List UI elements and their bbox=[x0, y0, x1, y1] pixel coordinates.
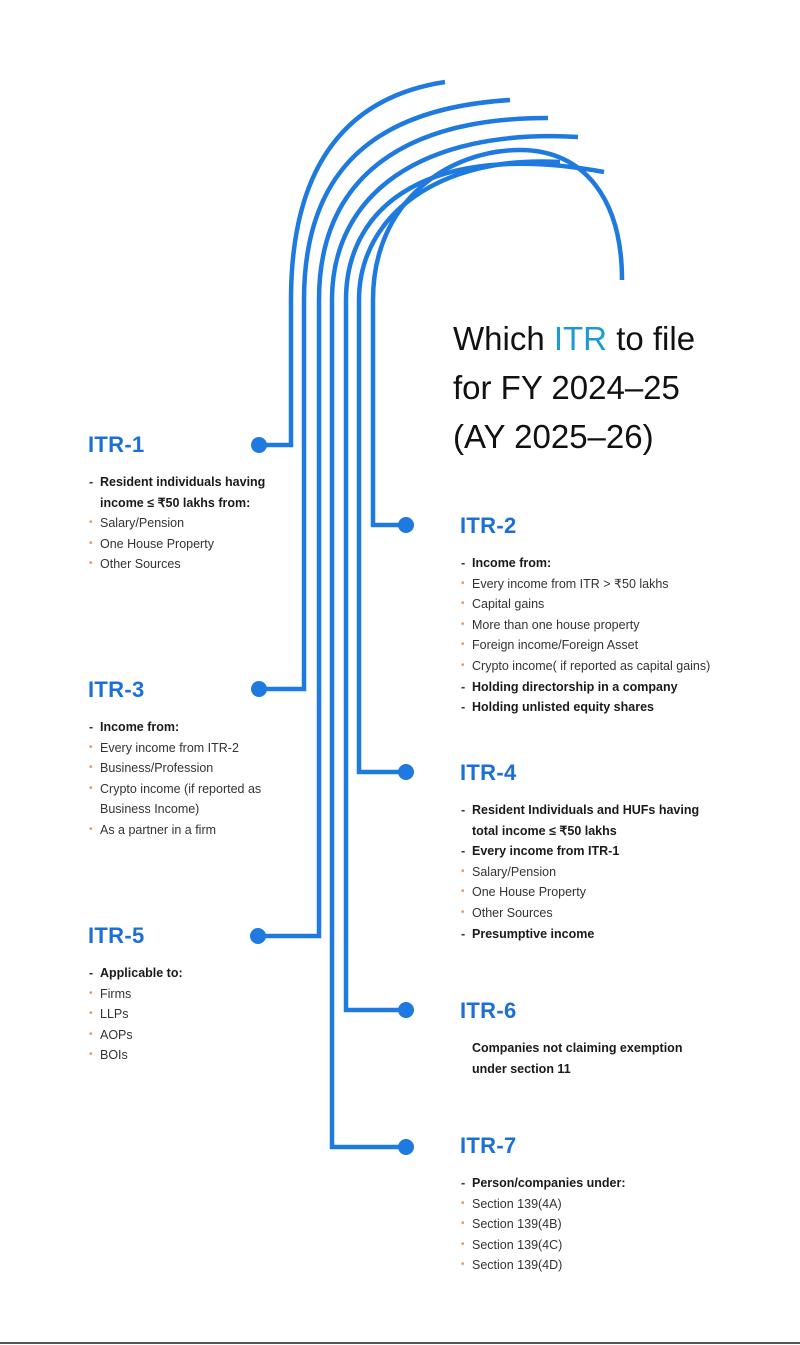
list-item: - Income from: bbox=[88, 717, 261, 738]
list-item: • Firms bbox=[88, 984, 183, 1005]
list-item: Business Income) bbox=[100, 802, 200, 817]
list-item: • Section 139(4A) bbox=[460, 1194, 626, 1215]
title-part: Which bbox=[453, 320, 554, 357]
itr2-heading: ITR-2 bbox=[460, 513, 517, 538]
list-item: - Applicable to: bbox=[88, 963, 183, 984]
node-dot-itr2 bbox=[398, 517, 414, 533]
itr7-heading: ITR-7 bbox=[460, 1133, 517, 1158]
title-part: to file bbox=[607, 320, 696, 357]
title-line2: for FY 2024–25 bbox=[453, 369, 680, 406]
list-item: - Income from: bbox=[460, 553, 710, 574]
itr4-list bbox=[460, 800, 699, 944]
itr5-list bbox=[88, 963, 183, 1066]
list-item: • BOIs bbox=[88, 1045, 183, 1066]
list-item: • Every income from ITR-2 bbox=[88, 738, 261, 759]
itr1-card bbox=[88, 432, 265, 575]
page-title bbox=[453, 314, 793, 461]
list-item: total income ≤ ₹50 lakhs bbox=[472, 823, 617, 838]
itr7-card bbox=[460, 1133, 626, 1276]
list-item: • Capital gains bbox=[460, 594, 710, 615]
list-item: • Section 139(4D) bbox=[460, 1255, 626, 1276]
list-item: • Business/Profession bbox=[88, 758, 261, 779]
itr4-heading: ITR-4 bbox=[460, 760, 517, 785]
itr1-list bbox=[88, 472, 265, 575]
list-item: • Salary/Pension bbox=[460, 862, 699, 883]
list-item: • Every income from ITR > ₹50 lakhs bbox=[460, 574, 710, 595]
itr4-card bbox=[460, 760, 699, 944]
list-item: • Salary/Pension bbox=[88, 513, 265, 534]
list-item: - Person/companies under: bbox=[460, 1173, 626, 1194]
node-dot-itr4 bbox=[398, 764, 414, 780]
list-item: - Holding directorship in a company bbox=[460, 677, 710, 698]
node-dot-itr5 bbox=[250, 928, 266, 944]
itr3-list bbox=[88, 717, 261, 841]
list-item: • AOPs bbox=[88, 1025, 183, 1046]
itr2-list bbox=[460, 553, 710, 718]
itr7-list bbox=[460, 1173, 626, 1276]
list-item: • Section 139(4B) bbox=[460, 1214, 626, 1235]
list-item: - Holding unlisted equity shares bbox=[460, 697, 710, 718]
list-item: - Presumptive income bbox=[460, 924, 699, 945]
list-item: • One House Property bbox=[460, 882, 699, 903]
list-item: • Foreign income/Foreign Asset bbox=[460, 635, 710, 656]
list-item: • Other Sources bbox=[460, 903, 699, 924]
itr6-heading: ITR-6 bbox=[460, 998, 517, 1023]
list-item: • Other Sources bbox=[88, 554, 265, 575]
list-item: under section 11 bbox=[472, 1061, 571, 1076]
list-item: income ≤ ₹50 lakhs from: bbox=[100, 495, 251, 510]
list-item: • Crypto income( if reported as capital gains) bbox=[460, 656, 710, 677]
itr3-card bbox=[88, 677, 261, 841]
list-item: - Every income from ITR-1 bbox=[460, 841, 699, 862]
title-line3: (AY 2025–26) bbox=[453, 418, 654, 455]
node-dot-itr7 bbox=[398, 1139, 414, 1155]
node-dot-itr6 bbox=[398, 1002, 414, 1018]
itr5-card bbox=[88, 923, 183, 1066]
list-item: - Resident Individuals and HUFs having bbox=[460, 800, 699, 821]
itr6-list bbox=[460, 1038, 682, 1079]
itr1-heading: ITR-1 bbox=[88, 432, 145, 457]
list-item: Companies not claiming exemption bbox=[472, 1041, 683, 1055]
title-accent: ITR bbox=[553, 320, 608, 357]
list-item: - Resident individuals having bbox=[88, 472, 265, 493]
itr5-heading: ITR-5 bbox=[88, 923, 145, 948]
list-item: • Section 139(4C) bbox=[460, 1235, 626, 1256]
list-item: • Crypto income (if reported as bbox=[88, 779, 261, 800]
list-item: • LLPs bbox=[88, 1004, 183, 1025]
bottom-divider bbox=[0, 1342, 800, 1344]
itr3-heading: ITR-3 bbox=[88, 677, 145, 702]
list-item: • More than one house property bbox=[460, 615, 710, 636]
itr6-card bbox=[460, 998, 682, 1079]
itr2-card bbox=[460, 513, 710, 718]
list-item: • One House Property bbox=[88, 534, 265, 555]
list-item: • As a partner in a firm bbox=[88, 820, 261, 841]
